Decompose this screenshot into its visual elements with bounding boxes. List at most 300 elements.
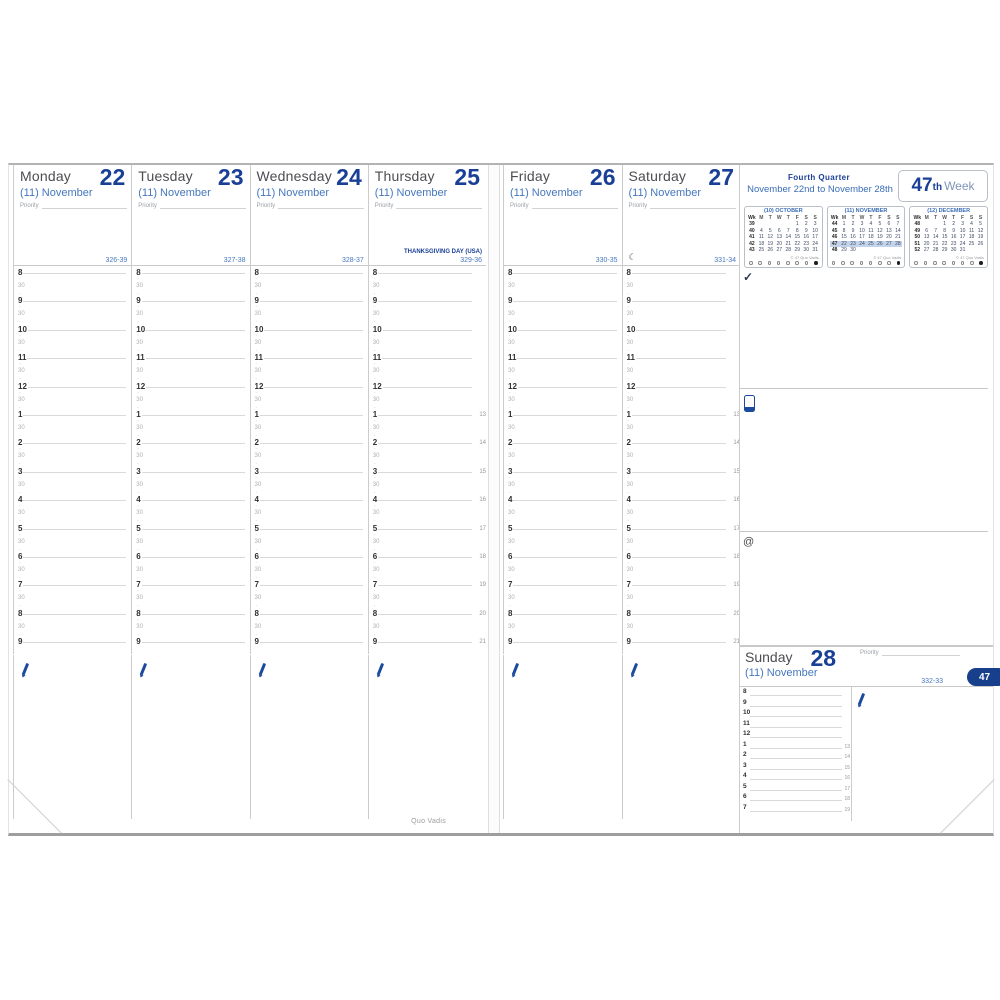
hour-label: 3 (18, 466, 23, 476)
half-hour-label: 30 (254, 595, 262, 602)
hour-24h-label: 16 (479, 497, 486, 504)
hour-line (374, 330, 472, 331)
hour-row (369, 551, 486, 585)
quarter-tick: - (627, 376, 630, 383)
hour-row (623, 637, 741, 652)
half-hour-label: 30 (372, 453, 380, 460)
quarter-tick: - (509, 276, 511, 282)
hour-row (504, 324, 622, 358)
hour-label: 10 (18, 324, 27, 334)
calendar-day: 7 (896, 221, 900, 228)
hour-row (740, 750, 851, 761)
mini-calendar-title: (11) NOVEMBER (844, 208, 888, 214)
half-hour-label: 30 (372, 368, 380, 375)
calendar-weekday-header: T (786, 215, 790, 221)
quarter-tick: - (509, 531, 511, 538)
week-dial-dots (749, 261, 818, 265)
calendar-day (967, 247, 976, 253)
calendar-day: 24 (812, 240, 818, 247)
hour-label: 10 (254, 324, 264, 334)
calendar-day: 23 (803, 240, 809, 247)
hour-label: 1 (626, 409, 631, 419)
half-hour-label: 30 (254, 396, 262, 403)
quarter-tick: - (373, 546, 376, 553)
hour-label: 2 (372, 438, 378, 448)
hour-24h-label: 13 (733, 411, 740, 418)
quarter-tick: - (627, 461, 630, 468)
week-page-tab: 47 (967, 668, 1000, 686)
hour-label: 5 (508, 523, 513, 533)
calendar-weekday-header: F (795, 215, 799, 221)
priority-label: Priority (256, 203, 276, 209)
hour-grid (369, 268, 486, 652)
calendar-week-number: 39 (749, 221, 755, 228)
quarter-tick: - (137, 518, 139, 525)
calendar-day: 9 (804, 227, 808, 234)
quarter-tick: - (137, 361, 139, 368)
hour-label: 12 (626, 381, 636, 391)
calendar-weekday-header: F (878, 215, 882, 221)
hour-label: 1 (372, 409, 378, 419)
hour-line (137, 500, 244, 501)
hour-24h-label: 18 (733, 553, 740, 560)
quarter-tick: - (255, 559, 258, 566)
day-name: Tuesday (138, 168, 193, 184)
calendar-day: 22 (794, 240, 801, 247)
calendar-day: 3 (860, 221, 864, 228)
calendar-day: 24 (859, 240, 865, 247)
hour-line (256, 273, 363, 274)
day-page-ref: 327-38 (223, 257, 246, 264)
hour-24h-label: 18 (844, 796, 850, 802)
quarter-tick: - (137, 291, 139, 297)
sunday-section (740, 645, 993, 821)
quarter-tick: - (19, 404, 21, 411)
hour-label: 9 (372, 296, 378, 306)
quarter-tick: - (255, 603, 258, 610)
day-date-number: 27 (708, 164, 734, 190)
half-hour-label: 30 (372, 424, 380, 431)
calendar-weekday-header: T (934, 215, 938, 221)
hour-row (251, 296, 368, 329)
left-day-columns (13, 165, 486, 654)
hour-label: 9 (508, 637, 513, 647)
day-month-label: (11) November (374, 187, 448, 199)
calendar-day: 27 (886, 240, 892, 247)
quarter-tick: - (373, 616, 376, 623)
quarter-tick: - (19, 417, 21, 424)
left-notes-row (13, 655, 486, 819)
half-hour-label: 30 (626, 623, 634, 630)
hour-label: 8 (743, 688, 747, 695)
day-month-label: (11) November (510, 187, 583, 199)
hour-row (251, 580, 368, 613)
quarter-tick: - (509, 489, 511, 496)
hour-line (509, 500, 617, 501)
half-hour-label: 30 (18, 311, 25, 318)
hour-grid (504, 268, 622, 652)
half-hour-label: 30 (372, 510, 380, 517)
week-ordinal-suffix: th (932, 182, 943, 193)
mini-calendar-grid (747, 215, 820, 253)
quarter-tick: - (19, 376, 21, 383)
half-hour-label: 30 (18, 453, 25, 460)
hour-row (14, 608, 131, 642)
calendar-day: 15 (841, 234, 847, 241)
hour-row (251, 268, 368, 301)
notes-cell (503, 655, 622, 819)
half-hour-label: 30 (18, 481, 25, 488)
half-hour-label: 30 (18, 368, 25, 375)
hour-label: 6 (254, 551, 259, 561)
calendar-day: 25 (868, 240, 874, 247)
calendar-day: 5 (979, 221, 982, 228)
quarter-tick: - (255, 588, 258, 595)
hour-row (369, 580, 486, 613)
calendar-day: 17 (859, 234, 865, 241)
calendar-weekday-header: S (804, 215, 808, 221)
calendar-week-number: 51 (914, 240, 921, 247)
hour-line (750, 737, 842, 738)
priority-line (396, 203, 482, 209)
hour-row (251, 551, 368, 585)
hour-24h-label: 20 (479, 610, 486, 617)
quarter-tick: - (373, 276, 376, 282)
hour-line (137, 529, 244, 530)
week-dial-dots (914, 261, 983, 265)
hour-row (623, 608, 741, 642)
pencil-icon (630, 663, 637, 675)
hour-label: 3 (508, 466, 513, 476)
dial-dot (897, 261, 901, 265)
day-header (14, 165, 131, 266)
hour-row (132, 608, 249, 642)
calendar-day: 29 (941, 247, 948, 254)
calendar-day: 2 (851, 221, 855, 228)
calendar-day: 1 (943, 221, 947, 228)
hour-label: 9 (254, 637, 259, 647)
half-hour-label: 30 (254, 339, 262, 346)
calendar-weekday-header: Wk (830, 215, 839, 221)
priority-line (278, 203, 364, 209)
calendar-day: 1 (842, 221, 846, 228)
half-hour-label: 30 (626, 396, 634, 403)
dial-dot (970, 261, 974, 265)
calendar-weekday-header: W (942, 215, 947, 221)
hour-row (504, 353, 622, 386)
quarter-tick: - (255, 276, 258, 282)
hour-line (750, 706, 842, 707)
hour-row (504, 523, 622, 557)
half-hour-label: 30 (626, 595, 634, 602)
hour-row (14, 466, 131, 500)
hour-label: 8 (372, 608, 378, 618)
half-hour-label: 30 (18, 566, 25, 573)
hour-label: 1 (254, 409, 259, 419)
half-hour-label: 30 (626, 311, 634, 318)
hour-row (132, 353, 249, 386)
hour-row (14, 523, 131, 557)
hour-line (256, 387, 363, 388)
half-hour-label: 30 (508, 396, 515, 403)
hour-row (504, 466, 622, 500)
hour-line (750, 716, 842, 717)
hour-line (19, 273, 126, 274)
hour-row (369, 608, 486, 642)
dial-dot (786, 261, 790, 265)
hour-24h-label: 18 (479, 553, 486, 560)
calendar-day: 22 (941, 240, 948, 247)
hour-label: 6 (372, 551, 378, 561)
calendar-day: 20 (886, 234, 892, 241)
day-name: Monday (20, 168, 72, 184)
hour-row (14, 637, 131, 652)
hour-row (623, 324, 741, 358)
calendar-day: 26 (977, 240, 984, 247)
dial-dot (850, 261, 854, 265)
calendar-day: 8 (795, 227, 799, 234)
day-date-number: 24 (336, 164, 362, 190)
hour-label: 11 (372, 353, 382, 363)
priority-row (375, 203, 482, 209)
half-hour-label: 30 (254, 623, 262, 630)
quarter-tick: - (255, 332, 258, 339)
quarter-tick: - (19, 546, 21, 553)
hour-label: 4 (508, 495, 513, 505)
calendar-day: 30 (950, 247, 957, 254)
hour-label: 9 (18, 296, 23, 306)
priority-row (860, 650, 960, 656)
day-month-label: (11) November (745, 667, 818, 679)
half-hour-label: 30 (136, 339, 143, 346)
calendar-day (866, 247, 875, 253)
calendar-day: 19 (877, 234, 883, 241)
calendar-day: 28 (932, 247, 939, 254)
quarter-tick: - (19, 489, 21, 496)
hour-line (509, 415, 617, 416)
quarter-tick: - (373, 319, 376, 326)
calendar-day: 21 (932, 240, 939, 247)
hour-row (251, 608, 368, 642)
hour-line (374, 273, 472, 274)
hour-row (740, 729, 851, 740)
priority-label: Priority (138, 203, 157, 209)
quarter-tick: - (137, 332, 139, 339)
hour-label: 7 (626, 580, 631, 590)
hour-row (132, 438, 249, 471)
calendar-day: 13 (886, 227, 892, 234)
hour-label: 10 (743, 709, 751, 716)
calendar-day: 8 (842, 227, 846, 234)
hour-line (750, 695, 842, 696)
half-hour-label: 30 (254, 481, 262, 488)
calendar-weekday-header: Wk (748, 215, 756, 221)
quarter-tick: - (137, 347, 139, 354)
quarter-tick: - (509, 361, 511, 368)
hour-grid (623, 268, 741, 652)
mini-calendar (827, 206, 906, 268)
quarter-tick: - (137, 616, 139, 623)
hour-label: 11 (508, 353, 517, 363)
calendar-day: 22 (841, 240, 847, 247)
hour-row (504, 608, 622, 642)
hour-line (256, 585, 363, 586)
calendar-day (875, 247, 884, 253)
hour-row (251, 381, 368, 415)
priority-line (650, 203, 736, 209)
quarter-tick: - (509, 559, 511, 566)
calendar-weekday-header: T (768, 215, 772, 221)
quarter-tick: - (373, 489, 376, 496)
hour-label: 11 (743, 719, 750, 727)
hour-row (504, 381, 622, 415)
hour-label: 12 (254, 381, 264, 391)
quarter-tick: - (509, 446, 511, 453)
hour-row (369, 466, 486, 500)
calendar-weekday-header: M (924, 215, 929, 221)
half-hour-label: 30 (136, 566, 143, 573)
quarter-tick: - (19, 446, 21, 453)
calendar-day: 16 (803, 234, 809, 241)
quarter-tick: - (373, 461, 376, 468)
checkmark-icon: ✓ (743, 270, 754, 284)
hour-label: 9 (626, 637, 631, 647)
calendar-day: 30 (850, 247, 856, 254)
half-hour-label: 30 (508, 283, 515, 289)
calendar-day: 9 (952, 227, 955, 234)
quarter-tick: - (627, 489, 630, 496)
quarter-tick: - (19, 304, 21, 311)
half-hour-label: 30 (626, 339, 634, 346)
hour-24h-label: 13 (844, 743, 850, 750)
mini-calendar-title: (12) DECEMBER (927, 208, 971, 214)
hour-label: 4 (136, 495, 141, 505)
hour-line (374, 443, 472, 444)
quarter-tick: - (373, 347, 376, 354)
hour-label: 9 (136, 637, 141, 647)
priority-row (138, 203, 245, 209)
hour-line (19, 557, 126, 558)
hour-row (740, 719, 851, 730)
hour-line (137, 273, 244, 274)
hour-label: 10 (372, 324, 382, 334)
hour-line (19, 330, 126, 331)
quarter-tick: - (509, 603, 511, 610)
calendar-day: 17 (812, 234, 818, 241)
hour-line (19, 642, 126, 643)
hour-row (623, 438, 741, 471)
calendar-day: 12 (977, 227, 984, 234)
day-name: Thursday (374, 168, 435, 184)
quarter-tick: - (255, 389, 258, 396)
half-hour-label: 30 (254, 283, 262, 289)
dial-dot (942, 261, 946, 265)
calendar-day: 13 (776, 234, 783, 241)
hour-row (504, 409, 622, 443)
quarter-tick: - (19, 531, 21, 538)
hour-row (369, 381, 486, 415)
calendar-day: 28 (895, 240, 901, 247)
calendar-weekday-header: M (759, 215, 764, 221)
hour-label: 6 (508, 551, 513, 561)
hour-row (740, 761, 851, 772)
dial-dot (961, 261, 965, 265)
hour-row (14, 353, 131, 386)
quarter-tick: - (509, 574, 511, 581)
hour-label: 3 (743, 761, 747, 769)
half-hour-label: 30 (136, 283, 143, 289)
quarter-tick: - (19, 389, 21, 396)
dial-dot (887, 261, 891, 265)
quarter-tick: - (255, 574, 258, 581)
section-divider (740, 531, 988, 532)
hour-line (374, 585, 472, 586)
hour-line (374, 500, 472, 501)
hour-24h-label: 14 (479, 440, 486, 447)
hour-line (628, 301, 727, 302)
quarter-tick: - (627, 332, 630, 339)
quarter-tick: - (19, 461, 21, 468)
hour-line (509, 358, 617, 359)
half-hour-label: 30 (18, 339, 25, 346)
hour-line (509, 330, 617, 331)
hour-row (14, 381, 131, 415)
hour-line (750, 727, 842, 728)
half-hour-label: 30 (372, 339, 380, 346)
half-hour-label: 30 (254, 368, 262, 375)
hour-label: 10 (136, 324, 146, 334)
calendar-weekday-header: T (952, 215, 956, 221)
dial-dot (795, 261, 799, 265)
hour-grid (251, 268, 368, 652)
dial-dot (933, 261, 937, 265)
calendar-day: 12 (877, 227, 883, 234)
hour-24h-label: 19 (844, 806, 850, 813)
calendar-day: 26 (767, 247, 774, 254)
half-hour-label: 30 (136, 424, 143, 431)
hour-label: 2 (508, 438, 513, 448)
hour-line (256, 642, 363, 643)
hour-label: 8 (254, 268, 259, 277)
quarter-tick: - (627, 417, 630, 424)
dial-dot (777, 261, 781, 265)
hour-row (132, 523, 249, 557)
half-hour-label: 30 (372, 538, 380, 545)
hour-row (251, 495, 368, 528)
calendar-day: 20 (776, 240, 783, 247)
notes-cell (131, 655, 249, 819)
quarter-tick: - (509, 432, 511, 439)
hour-line (750, 748, 842, 749)
priority-line (160, 203, 246, 209)
dial-dot (814, 261, 818, 265)
quarter-tick: - (137, 376, 139, 383)
calendar-day: 25 (968, 240, 975, 247)
day-name: Wednesday (256, 168, 332, 184)
calendar-day: 14 (932, 234, 939, 241)
hour-grid (14, 268, 131, 652)
dial-dot (869, 261, 873, 265)
quarter-tick: - (255, 446, 258, 453)
hour-grid (132, 268, 249, 652)
hour-line (374, 472, 472, 473)
hour-row (740, 803, 851, 814)
day-month-label: (11) November (628, 187, 702, 199)
hour-row (740, 740, 851, 751)
mini-calendar (744, 206, 823, 268)
quarter-tick: - (137, 631, 139, 638)
hour-row (14, 268, 131, 301)
